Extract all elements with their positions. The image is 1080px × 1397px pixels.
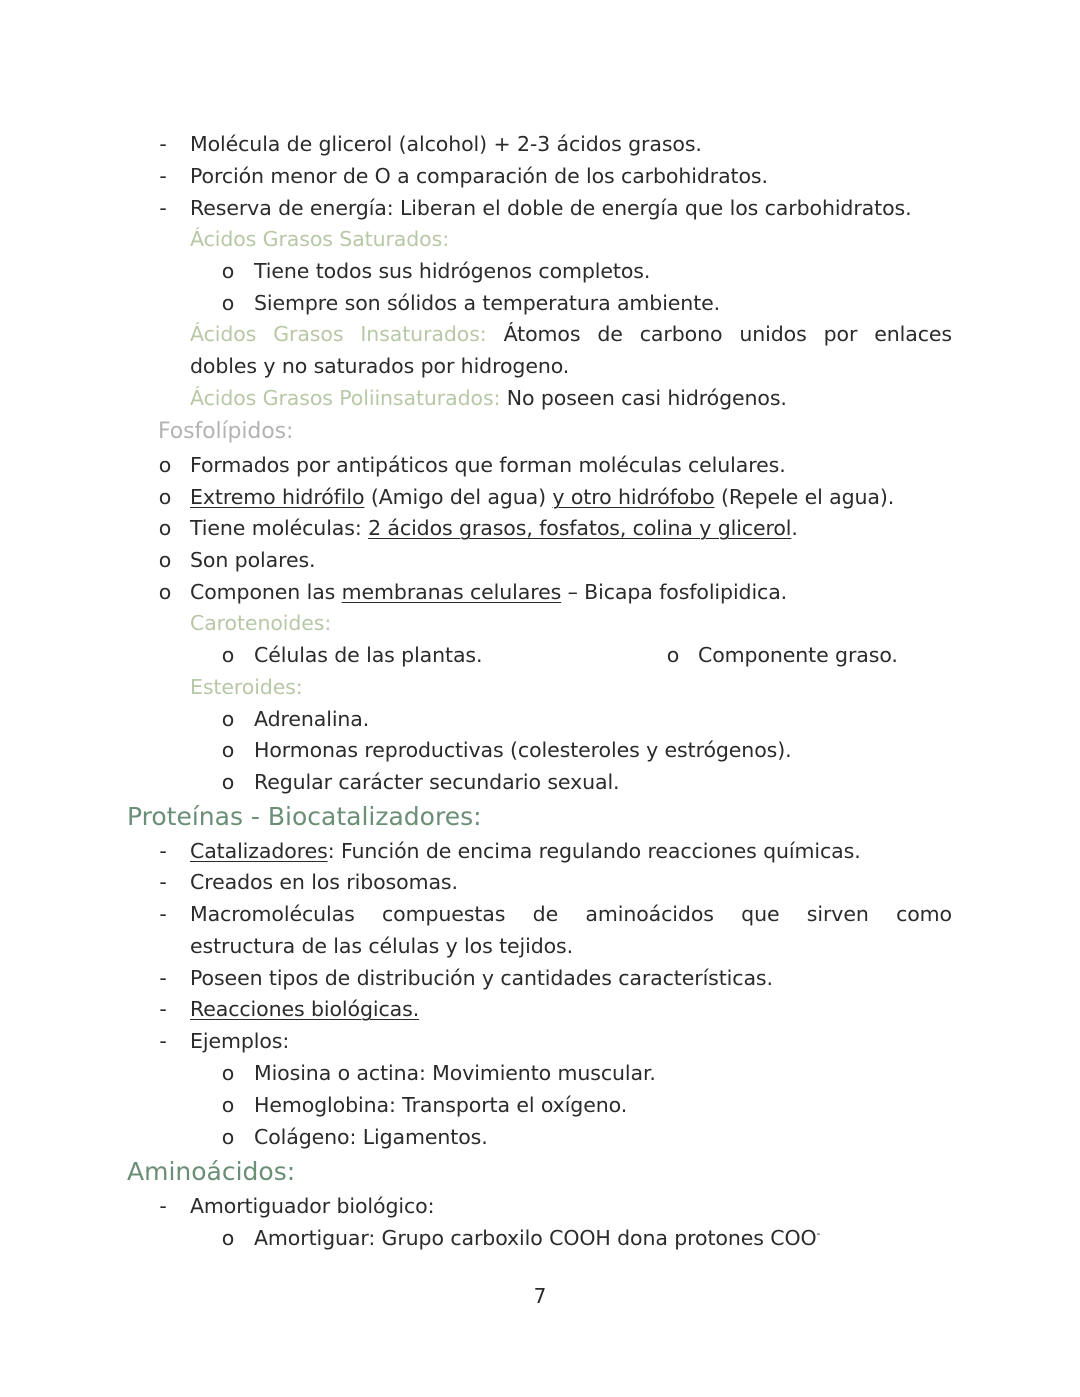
circle-bullet: o [221,259,235,283]
circle-bullet: o [158,485,172,509]
dash-bullet: - [159,164,167,188]
dash-bullet: - [159,997,167,1021]
dash-bullet: - [159,902,167,926]
circle-bullet: o [221,1061,235,1085]
heading-amino-acids: Aminoácidos: [127,1157,296,1186]
circle-bullet: o [158,516,172,540]
heading-proteins: Proteínas - Biocatalizadores: [127,802,482,831]
subheading-polyunsaturated: Ácidos Grasos Poliinsaturados: [190,386,501,410]
circle-bullet: o [221,738,235,762]
circle-bullet: o [666,643,680,667]
circle-bullet: o [221,770,235,794]
circle-bullet: o [221,1125,235,1149]
circle-bullet: o [221,291,235,315]
page-number: 7 [533,1284,547,1308]
circle-bullet: o [158,580,172,604]
dash-bullet: - [159,966,167,990]
dash-bullet: - [159,839,167,863]
dash-bullet: - [159,870,167,894]
dash-bullet: - [159,1194,167,1218]
circle-bullet: o [158,453,172,477]
dash-bullet: - [159,196,167,220]
subheading-unsaturated: Ácidos Grasos Insaturados: [190,322,487,346]
circle-bullet: o [221,1226,235,1250]
circle-bullet: o [221,1093,235,1117]
circle-bullet: o [221,707,235,731]
dash-bullet: - [159,1029,167,1053]
circle-bullet: o [158,548,172,572]
dash-bullet: - [159,132,167,156]
circle-bullet: o [221,643,235,667]
